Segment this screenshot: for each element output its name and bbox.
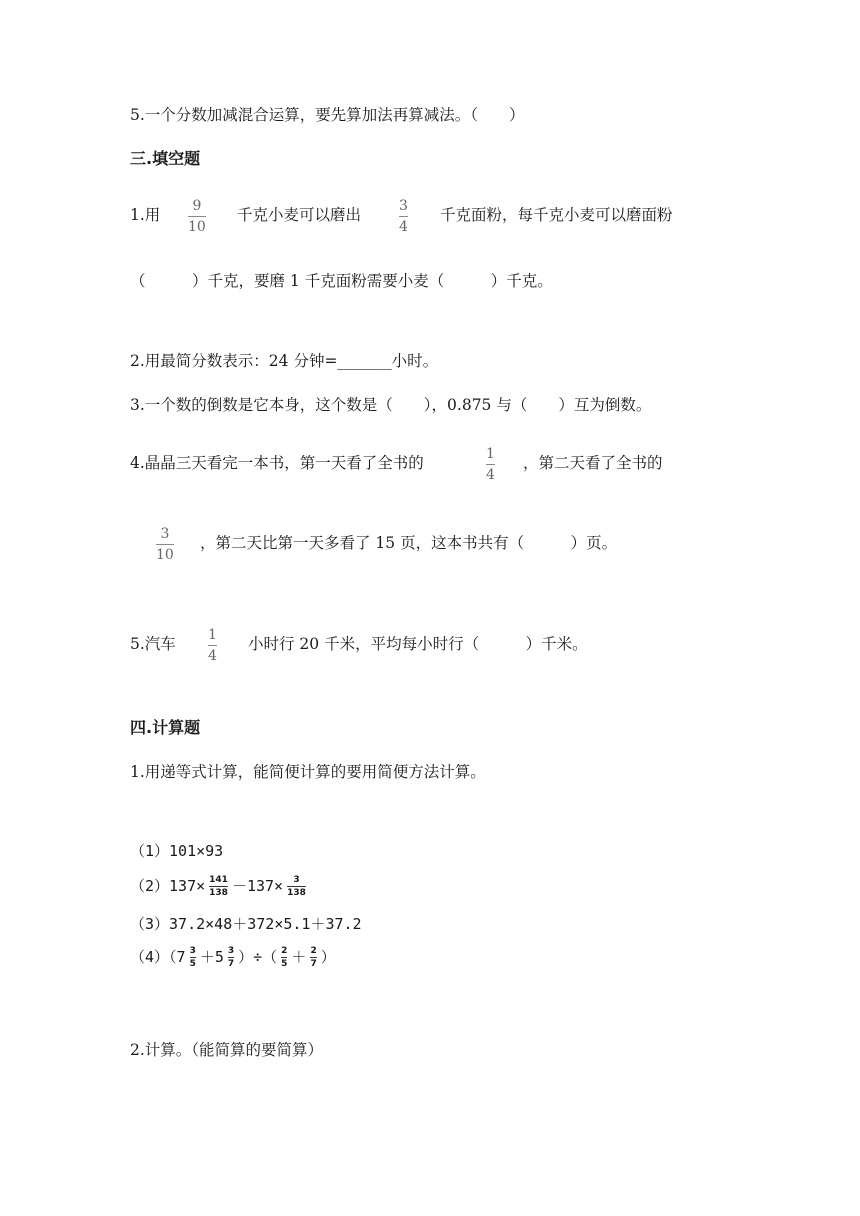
fraction-denominator: 5 (281, 959, 288, 969)
fraction-141-138 (209, 875, 228, 898)
fraction-3-138 (287, 875, 306, 898)
prev-question-5: 5.一个分数加减混合运算，要先算加法再算减法。（ ） (130, 106, 525, 124)
calc-item-2 (130, 873, 310, 899)
calc-item-4-d: ＋ (291, 948, 307, 966)
fraction-bar (190, 957, 196, 958)
fraction-3-5 (190, 946, 196, 969)
fraction-1-4 (208, 627, 217, 664)
fraction-numerator: 3 (399, 198, 408, 214)
fraction-bar (486, 464, 495, 465)
fraction-denominator: 138 (209, 888, 228, 898)
fraction-numerator: 3 (189, 946, 196, 956)
fraction-denominator: 4 (486, 467, 495, 483)
fraction-denominator: 10 (156, 547, 174, 563)
section-title-calculation: 四.计算题 (130, 718, 201, 737)
fraction-denominator: 138 (287, 888, 306, 898)
calc-q1-title: 1.用递等式计算，能简便计算的要用简便方法计算。 (130, 763, 486, 781)
fraction-numerator: 3 (160, 526, 170, 542)
calc-item-1: （1）101×93 (130, 842, 224, 860)
fraction-numerator: 3 (293, 875, 300, 885)
fraction-numerator: 141 (209, 875, 228, 885)
calc-item-2-a: （2）137× (130, 877, 206, 895)
fraction-denominator: 4 (399, 219, 408, 235)
calc-item-4-e: ） (320, 948, 336, 966)
fill-q5-suffix: 小时行 20 千米，平均每小时行（ ）千米。 (248, 635, 588, 653)
fill-q1-prefix: 1.用 (130, 206, 161, 224)
fraction-2-7 (310, 946, 316, 969)
fraction-bar (156, 544, 174, 545)
fraction-numerator: 1 (486, 446, 495, 462)
fraction-denominator: 5 (189, 959, 196, 969)
fill-q2: 2.用最简分数表示：24 分钟=_______小时。 (130, 352, 439, 370)
fraction-3-4 (399, 198, 408, 235)
calc-q2: 2.计算。（能简算的要简算） (130, 1041, 324, 1059)
calc-item-4-b: ＋5 (199, 948, 224, 966)
fraction-2-5 (281, 946, 287, 969)
fraction-numerator: 1 (208, 627, 217, 643)
fraction-bar (281, 957, 287, 958)
calc-item-4 (130, 944, 336, 970)
fill-q3: 3.一个数的倒数是它本身，这个数是（ ），0.875 与（ ）互为倒数。 (130, 396, 652, 414)
fraction-numerator: 3 (227, 946, 235, 956)
fill-q1-suffix: 千克面粉，每千克小麦可以磨面粉 (440, 206, 673, 224)
fraction-denominator: 7 (310, 959, 317, 969)
fraction-bar (228, 957, 234, 958)
fraction-bar (188, 216, 206, 217)
fraction-3-7 (228, 946, 234, 969)
fill-q4-part3: ，第二天比第一天多看了 15 页，这本书共有（ ）页。 (200, 534, 618, 552)
fraction-bar (310, 957, 316, 958)
fraction-bar (209, 886, 228, 887)
calc-item-3: （3）37.2×48＋372×5.1＋37.2 (130, 915, 362, 933)
fraction-denominator: 10 (188, 219, 206, 235)
fraction-denominator: 4 (208, 648, 217, 664)
fill-q1-mid: 千克小麦可以磨出 (237, 206, 362, 224)
fraction-denominator: 7 (227, 959, 235, 969)
fraction-bar (399, 216, 408, 217)
section-title-fill-blank: 三.填空题 (130, 149, 201, 168)
fill-q5-prefix: 5.汽车 (130, 635, 176, 653)
fill-q4-part1: 4.晶晶三天看完一本书，第一天看了全书的 (130, 454, 424, 472)
fraction-numerator: 2 (281, 946, 288, 956)
fraction-numerator: 9 (192, 198, 202, 214)
fraction-3-10 (156, 526, 174, 563)
calc-item-4-c: ）÷（ (238, 948, 278, 966)
fraction-numerator: 2 (310, 946, 317, 956)
fill-q4-part2: ，第二天看了全书的 (523, 454, 663, 472)
fraction-9-10 (188, 198, 206, 235)
fill-q1-line2: （ ）千克，要磨 1 千克面粉需要小麦（ ）千克。 (130, 272, 553, 290)
fraction-1-4 (486, 446, 495, 483)
fraction-bar (208, 645, 217, 646)
calc-item-4-a: （4）（7 (130, 948, 186, 966)
calc-item-2-b: －137× (231, 877, 284, 895)
fraction-bar (287, 886, 306, 887)
